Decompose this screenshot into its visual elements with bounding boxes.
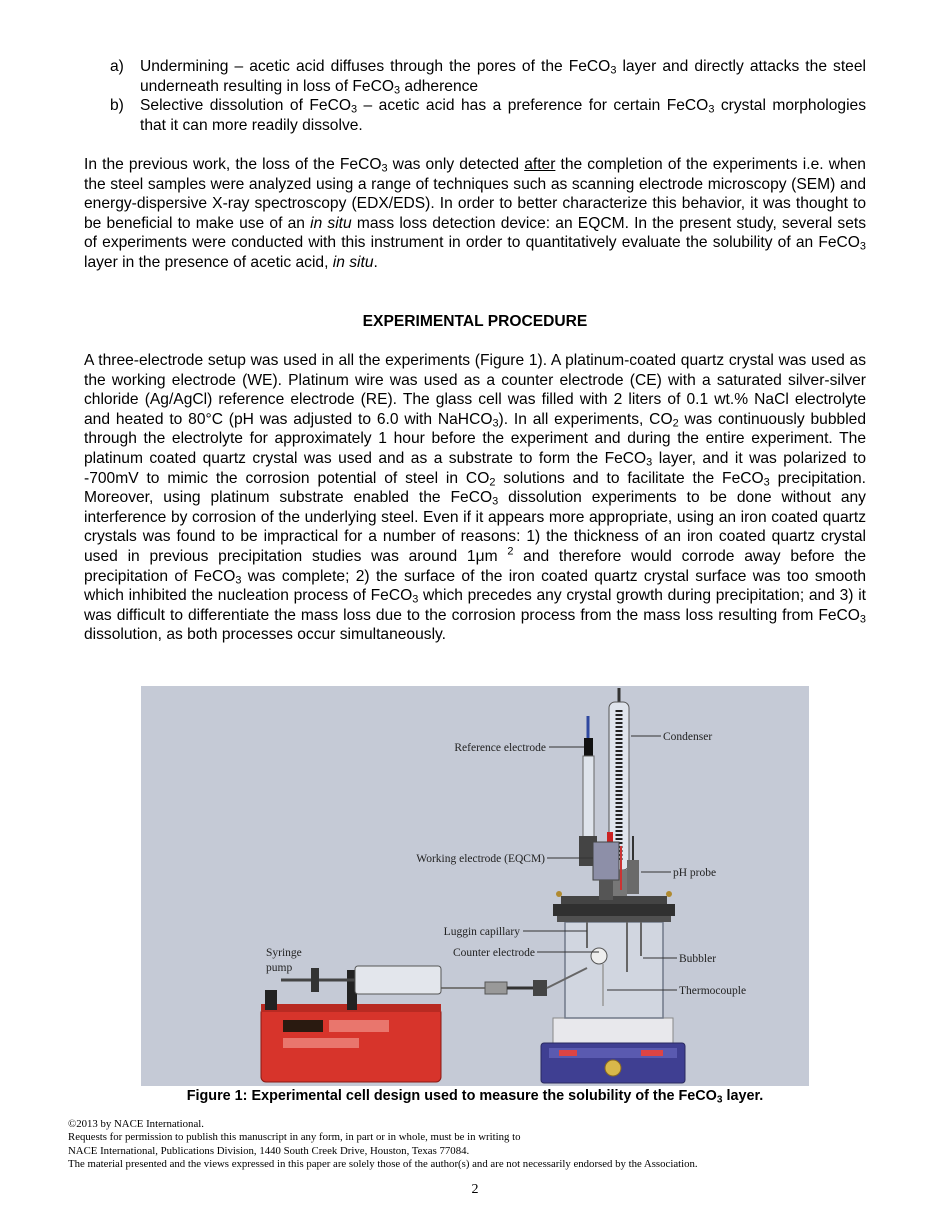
- footer-line: NACE International, Publications Division, 1440 South Creek Drive, Houston, Texas 77084.: [68, 1144, 470, 1157]
- mechanism-list: [110, 57, 866, 135]
- intro-paragraph: In the previous work, the loss of the FeCO$_3$ was only detected after the completion of the experiments i.e. when the steel samples were analyzed using a range of techniques such as scanning electrode microscopy (SEM) and energy-dispersive X-ray spectroscopy (EDX/EDS). In order to better characterize this behavior, it was thought to be beneficial to make use of an in situ mass loss detection device: an EQCM. In the present study, several sets of experiments were conducted with this instrument in order to quantitatively evaluate the solubility of an FeCO$_3$ layer in the presence of acetic acid, in situ.: [84, 156, 866, 271]
- copyright-footer: [68, 1118, 868, 1172]
- list-item: b) Selective dissolution of FeCO$_3$ – acetic acid has a preference for certain FeCO$_3$ crystal morphologies that it can more readily dissolve.: [110, 97, 867, 134]
- label-working-electrode: Working electrode (EQCM): [416, 853, 545, 865]
- hotplate: [541, 1018, 685, 1083]
- procedure-paragraph: A three-electrode setup was used in all the experiments (Figure 1). A platinum-coated quartz crystal was used as the working electrode (WE). Platinum wire was used as a counter electrode (CE) with a saturated silver-silver chloride (Ag/AgCl) reference electrode (RE). The glass cell was filled with 2 liters of 0.1 wt.% NaCl electrolyte and heated to 80°C (pH was adjusted to 6.0 with NaHCO$_3$). In all experiments, $CO_2$ was continuously bubbled through the electrolyte for approximately 1 hour before the experiment and during the entire experiment. The platinum coated quartz crystal was used and as a substrate to form the FeCO$_3$ layer, and it was polarized to -700mV to mimic the corrosion potential of steel in $CO_2$ solutions and to facilitate the FeCO$_3$ precipitation. Moreover, using platinum substrate enabled the FeCO$_3$ dissolution experiments to be done without any interference by corrosion of the underlying steel. Even if it appears more appropriate, using an iron coated quartz crystals was found to be impractical for a number of reasons: 1) the thickness of an iron coated quartz crystal used in previous precipitation studies was around 1μm $^2$ and therefore would corrode away before the precipitation of FeCO$_3$ was complete; 2) the surface of the iron coated quartz crystal surface was too smooth which inhibited the nucleation process of FeCO$_3$ which precedes any crystal growth during precipitation; and 3) it was difficult to differentiate the mass loss due to the corrosion process from the mass loss resulting from FeCO$_3$ dissolution, as both processes occur simultaneously.: [84, 352, 866, 644]
- section-heading: EXPERIMENTAL PROCEDURE: [362, 313, 588, 330]
- footer-line: The material presented and the views expressed in this paper are solely those of the author(s) and are not necessarily endorsed by the Association.: [68, 1158, 698, 1171]
- label-luggin-capillary: Luggin capillary: [443, 926, 520, 938]
- label-ph-probe: pH probe: [673, 867, 717, 879]
- list-item: a) Undermining – acetic acid diffuses through the pores of the FeCO$_3$ layer and directly attacks the steel underneath resulting in loss of FeCO$_3$ adherence: [110, 58, 866, 97]
- label-thermocouple: Thermocouple: [679, 985, 747, 997]
- label-syringe: Syringe: [266, 947, 302, 959]
- list-marker: a): [110, 58, 124, 75]
- label-pump: pump: [266, 962, 293, 974]
- label-reference-electrode: Reference electrode: [454, 742, 546, 754]
- figure-experimental-cell: [141, 686, 809, 1086]
- page-number: 2: [471, 1182, 479, 1197]
- label-bubbler: Bubbler: [679, 953, 717, 965]
- label-condenser: Condenser: [663, 731, 713, 743]
- footer-line: ©2013 by NACE International.: [68, 1118, 204, 1130]
- list-marker: b): [110, 97, 124, 115]
- label-counter-electrode: Counter electrode: [452, 947, 535, 959]
- figure-caption: Figure 1: Experimental cell design used to measure the solubility of the FeCO$_3$ layer.: [186, 1088, 764, 1106]
- footer-line: Requests for permission to publish this manuscript in any form, in part or in whole, must be in writing to: [68, 1131, 521, 1144]
- glass-cell: [553, 891, 675, 1018]
